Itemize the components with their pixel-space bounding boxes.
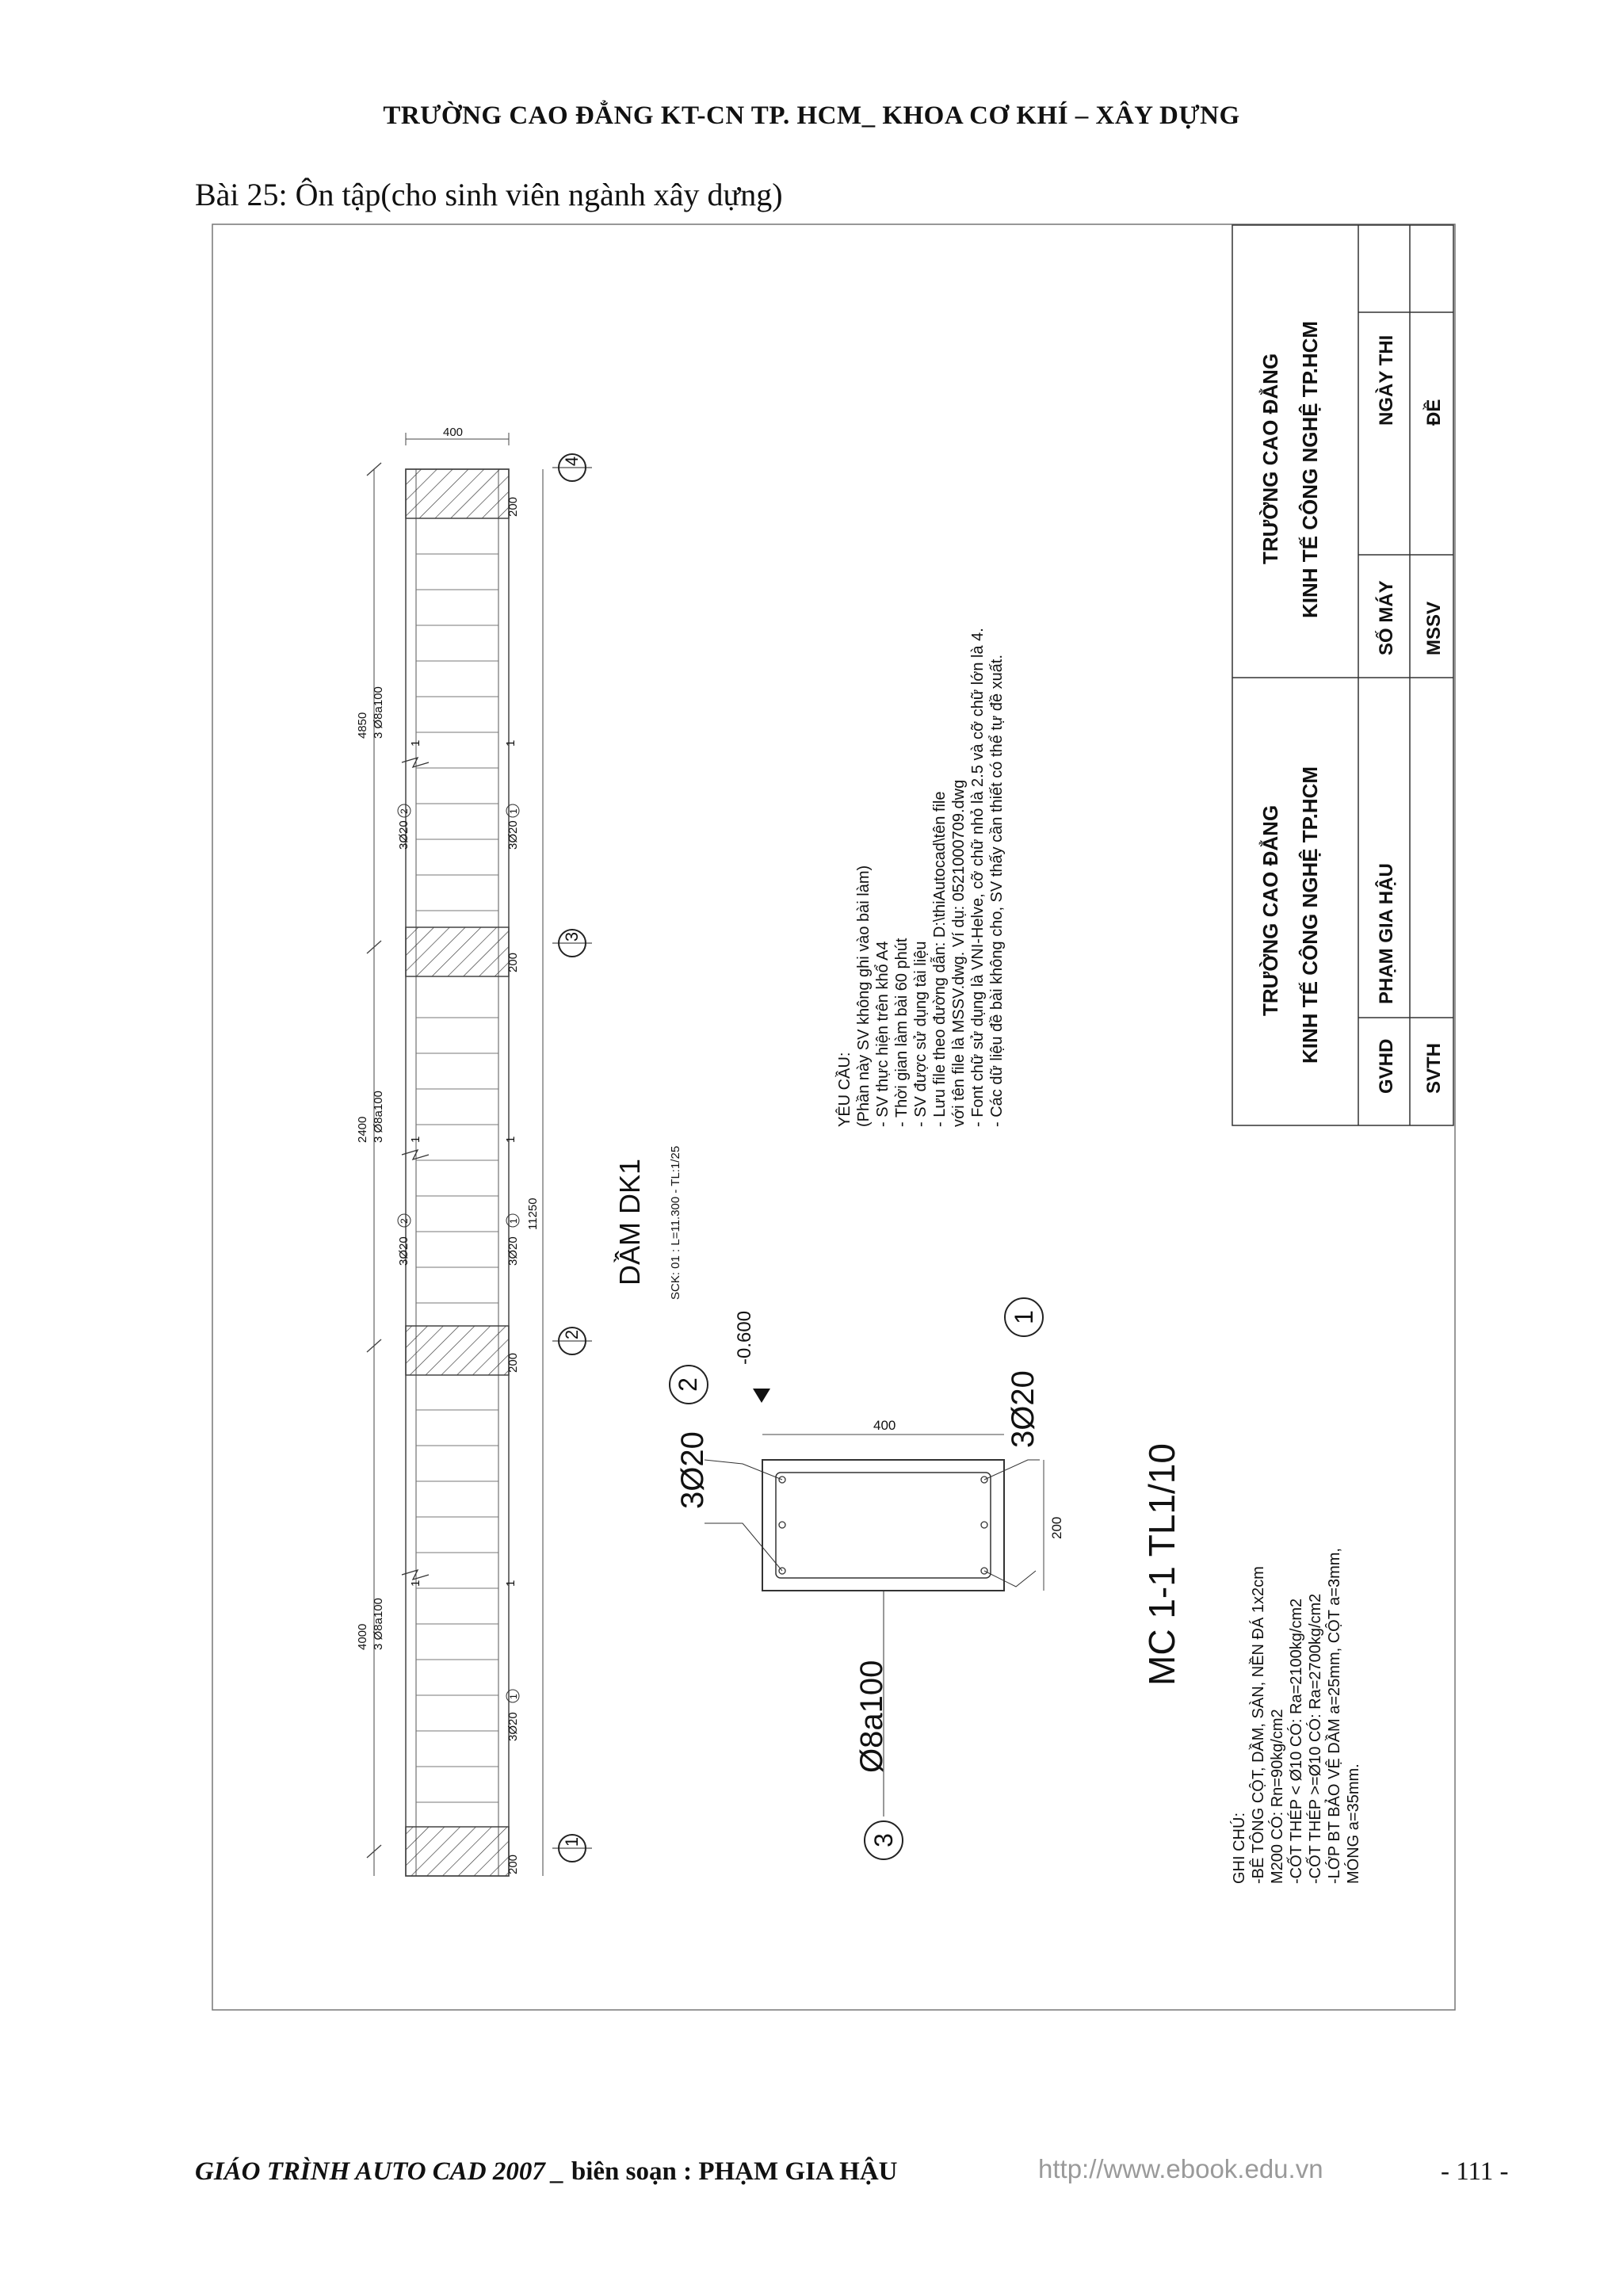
note-line: -CỐT THÉP < Ø10 CÓ: Ra=2100kg/cm2 <box>1288 1598 1305 1884</box>
total-length-label: 11250 <box>526 1198 540 1230</box>
support-axis-1 <box>406 1827 509 1876</box>
support-width-1: 200 <box>506 1854 520 1874</box>
axis-label-2: 2 <box>562 1329 582 1340</box>
school-right-2: KINH TẾ CÔNG NGHỆ TP.HCM <box>1298 320 1322 618</box>
footer-author: biên soạn : PHẠM GIA HẬU <box>564 2157 898 2186</box>
beam-title: DẦM DK1 <box>613 1158 646 1286</box>
section-stirrup-label: Ø8a100 <box>854 1660 889 1773</box>
note-line: MÓNG a=35mm. <box>1345 1763 1362 1884</box>
document-header: TRƯỜNG CAO ĐẲNG KT-CN TP. HCM_ KHOA CƠ KHÍ – XÂY DỰNG <box>383 101 1240 130</box>
bottom-bar-span3: 3Ø20 <box>506 820 520 850</box>
de-label: ĐỀ <box>1423 399 1445 426</box>
axis-label-1: 1 <box>562 1836 582 1847</box>
span-stirrup-2: 3 Ø8a100 <box>372 1091 385 1143</box>
note-line: -BÊ TÔNG CỘT, DẦM, SÀN, NỀN ĐÁ 1x2cm <box>1250 1566 1267 1884</box>
stirrup-lines <box>416 554 498 1802</box>
top-bar-span2: 3Ø20 <box>397 1236 411 1266</box>
requirement-line: - Thời gian làm bài 60 phút <box>893 938 911 1127</box>
requirement-line: (Phần này SV không ghi vào bài làm) <box>855 865 873 1127</box>
section-top-bar: 3Ø20 <box>675 1431 710 1509</box>
support-width-3: 200 <box>506 952 520 972</box>
ngay-thi-label: NGÀY THI <box>1376 334 1397 426</box>
section-elevation: -0.600 <box>734 1310 755 1365</box>
section-cut-1b: 1 <box>504 739 517 747</box>
page-number: - 111 - <box>1441 2157 1509 2186</box>
gvhd-name: PHẠM GIA HẬU <box>1376 863 1397 1004</box>
axis-label-4: 4 <box>562 456 582 467</box>
requirement-line: - SV được sử dụng tài liệu <box>912 941 930 1127</box>
footer-url: http://www.ebook.edu.vn <box>1038 2154 1323 2183</box>
school-left-1: TRƯỜNG CAO ĐẲNG <box>1258 804 1282 1016</box>
section-height-label: 200 <box>1049 1516 1064 1539</box>
notes-heading: GHI CHÚ: <box>1231 1813 1248 1884</box>
section-outline <box>762 1460 1004 1591</box>
note-line: M200 CÓ: Rn=90kg/cm2 <box>1269 1709 1286 1884</box>
section-cut-2a: 1 <box>409 1136 422 1143</box>
mssv-label: MSSV <box>1423 601 1445 655</box>
section-stirrup <box>776 1473 991 1578</box>
title-block-texts <box>1258 321 1445 1094</box>
axis-label-3: 3 <box>562 931 582 942</box>
support-axis-3 <box>406 927 509 976</box>
beam-width-label: 400 <box>443 426 464 439</box>
span-length-3: 4850 <box>356 712 369 739</box>
note-line: -CỐT THÉP >=Ø10 CÓ: Ra=2700kg/cm2 <box>1307 1593 1324 1884</box>
section-width-label: 400 <box>873 1418 896 1433</box>
section-cut-2b: 1 <box>504 1136 517 1143</box>
exercise-title: Bài 25: Ôn tập(cho sinh viên ngành xây dựng) <box>195 177 783 212</box>
top-mark-span3: 2 <box>399 808 410 814</box>
axis-bubble-4 <box>552 454 592 481</box>
section-cut-3b: 1 <box>504 1580 517 1587</box>
cross-section <box>670 1298 1182 1859</box>
axis-bubble-1 <box>552 1835 592 1862</box>
bottom-mark-span3: 1 <box>508 808 519 814</box>
requirement-line: - Các dữ liệu đề bài không cho, SV thấy cần thiết có thể tự đề xuất. <box>988 654 1006 1127</box>
drawing-sheet <box>212 223 1456 2011</box>
top-mark-span2: 2 <box>399 1218 410 1224</box>
bottom-mark-span1: 1 <box>508 1694 519 1699</box>
requirement-line: - Lưu file theo đường dẫn: D:\thiAutocad\tên file <box>931 791 949 1127</box>
beam-elevation <box>356 426 592 1876</box>
top-bar-span3: 3Ø20 <box>397 820 411 850</box>
section-title: MC 1-1 TL1/10 <box>1141 1443 1182 1686</box>
svth-label: SVTH <box>1423 1042 1445 1094</box>
section-bars <box>779 1477 987 1574</box>
span-stirrup-1: 3 Ø8a100 <box>372 1598 385 1650</box>
axis-bubble-3 <box>552 930 592 957</box>
support-axis-4 <box>406 469 509 518</box>
requirement-line: - SV thực hiện trên khổ A4 <box>874 941 892 1127</box>
axis-bubble-2 <box>552 1328 592 1354</box>
notes-block <box>1230 1548 1362 1884</box>
span-length-2: 2400 <box>356 1116 369 1143</box>
bottom-bar-span1: 3Ø20 <box>506 1712 520 1741</box>
requirement-line: với tên file là MSSV.dwg. Ví dụ: 0521000709.dwg <box>950 779 968 1127</box>
footer-book-title <box>195 2157 898 2187</box>
section-cut-3a: 1 <box>409 1580 422 1587</box>
support-width-2: 200 <box>506 1352 520 1373</box>
gvhd-label: GVHD <box>1376 1038 1397 1094</box>
elevation-marker <box>753 1389 770 1403</box>
support-width-4: 200 <box>506 496 520 517</box>
footer-book: GIÁO TRÌNH AUTO CAD 2007 _ <box>195 2157 565 2186</box>
support-axis-2 <box>406 1326 509 1375</box>
bottom-bar-span2: 3Ø20 <box>506 1236 520 1266</box>
school-right-1: TRƯỜNG CAO ĐẲNG <box>1258 353 1282 564</box>
span-length-1: 4000 <box>356 1623 369 1650</box>
section-stirrup-mark: 3 <box>869 1833 898 1847</box>
beam-subtitle: SCK: 01 : L=11.300 - TL:1/25 <box>669 1145 682 1300</box>
so-may-label: SỐ MÁY <box>1376 580 1397 655</box>
requirement-line: - Font chữ sử dụng là VNI-Helve, cỡ chữ nhỏ là 2.5 và cỡ chữ lớn là 4. <box>969 628 987 1127</box>
span-stirrup-3: 3 Ø8a100 <box>372 686 385 739</box>
section-top-mark: 2 <box>674 1377 702 1392</box>
section-bottom-bar: 3Ø20 <box>1006 1370 1041 1448</box>
beam-outline <box>406 469 509 1876</box>
school-left-2: KINH TẾ CÔNG NGHỆ TP.HCM <box>1298 766 1322 1064</box>
requirements-heading: YÊU CẦU: <box>836 1052 854 1127</box>
bottom-mark-span2: 1 <box>508 1218 519 1224</box>
requirements-block <box>835 628 1006 1127</box>
note-line: -LỚP BT BẢO VỆ DẦM a=25mm, CỘT a=3mm, <box>1326 1548 1343 1884</box>
section-cut-1a: 1 <box>409 739 422 747</box>
section-bottom-mark: 1 <box>1010 1310 1038 1324</box>
